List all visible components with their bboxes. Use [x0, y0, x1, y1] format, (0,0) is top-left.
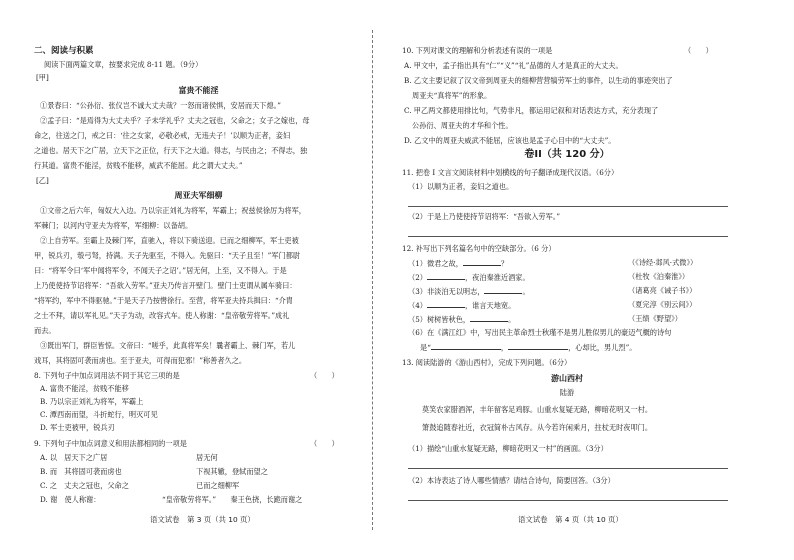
- part-2-title: 卷II（共 120 分）: [524, 149, 610, 160]
- question-9-option-d-compare: “皇帝敬劳将军。” 秦王色挠，长跪而谢之: [162, 495, 303, 504]
- question-11-sub-1: （1）以顺为正者，妾妇之道也。: [408, 182, 514, 191]
- question-12-row-5: [408, 314, 515, 325]
- question-11-sub-2: （2）于是上乃使使持节诏将军：“吾欲入劳军。”: [408, 212, 561, 221]
- answer-line[interactable]: [408, 500, 728, 501]
- question-10-option[interactable]: B. 乙文主要记叙了汉文帝到周亚夫的细柳营营犒劳军士的事件，以生动的事迹突出了: [404, 76, 673, 85]
- exam-page-left: [0, 0, 396, 560]
- fill-blank[interactable]: [508, 342, 568, 350]
- passage-jia-line: ①景春曰：“公孙衍、张仪岂不诚大丈夫哉？一怒而诸侯惧，安居而天下熄。”: [40, 101, 281, 110]
- page-footer: 语文试卷 第 3 页（共 10 页）: [150, 515, 255, 524]
- question-8-option[interactable]: B. 乃以宗正刘礼为将军，军霸上: [40, 397, 144, 406]
- question-9-option-d[interactable]: D. 谢 使人称谢：: [40, 495, 101, 504]
- question-12-text: （4）: [408, 301, 427, 310]
- question-8-option[interactable]: A. 富贵不能淫，贫贱不能移: [40, 384, 129, 393]
- passage-yi-line: 曰：“将军令曰‘军中闻将军令，不闻天子之诏’。”居无何，上至，又不得入。于是: [34, 266, 287, 275]
- question-12-text: ，谁言天地宽。: [464, 301, 516, 310]
- question-12-sub-6-line-2: [420, 342, 636, 353]
- question-8-option[interactable]: D. 军士吏被甲，锐兵刃: [40, 423, 115, 432]
- question-10-option-cont: 公孙衍、周亚夫的才华和个性。: [412, 121, 513, 130]
- passage-yi-line: 甲，锐兵刃，彀弓弩，持满。天子先驱至，不得入。先驱曰：“天子且至！”军门都尉: [34, 251, 301, 260]
- fill-blank[interactable]: [431, 342, 501, 350]
- question-12-text: 。: [522, 287, 530, 296]
- question-9-answer-blank[interactable]: （ ）: [310, 439, 339, 448]
- question-12-source: （夏完淳《别云间》）: [628, 300, 697, 309]
- passage-yi-line: “将军约，军中不得驱驰。”于是天子乃按辔徐行。至营，将军亚夫持兵揖曰：“介胄: [34, 296, 293, 305]
- question-12-source: （杜牧《泊秦淮》）: [628, 272, 690, 281]
- passage-jia-line: 之道也。居天下之广居，立天下之正位，行天下之大道。得志，与民由之；不得志，独: [34, 146, 308, 155]
- reading-instruction: 阅读下面两篇文章，按要求完成 8-11 题。（9分）: [44, 60, 203, 69]
- question-9-option-c-compare: 已而之细柳军: [196, 481, 240, 490]
- question-12-row-2: [408, 272, 530, 283]
- fill-blank[interactable]: [427, 272, 465, 280]
- section-title: 二、阅读与积累: [34, 46, 94, 56]
- question-13-sub-1: （1）描绘“山重水复疑无路，柳暗花明又一村”的画面。（3分）: [408, 444, 608, 453]
- fill-blank[interactable]: [470, 314, 508, 322]
- passage-yi-tag: [乙]: [36, 176, 49, 185]
- question-13-sub-2: （2）本诗表达了诗人哪些情感？请结合诗句，简要回答。（3分）: [408, 476, 615, 485]
- question-10-option[interactable]: C. 甲乙两文都使用排比句，气势非凡，都运用记叙和对话表达方式，充分表现了: [404, 106, 659, 115]
- question-9-option-b[interactable]: B. 而 其将固可袭而虏也: [40, 467, 122, 476]
- fill-blank[interactable]: [427, 300, 465, 308]
- passage-yi-line: ①文帝之后六年，匈奴大入边。乃以宗正刘礼为将军，军霸上；祝兹侯徐厉为将军，: [40, 206, 306, 215]
- question-12-text: （2）: [408, 273, 427, 282]
- question-12-row-3: [408, 286, 530, 297]
- answer-line[interactable]: [408, 236, 728, 237]
- question-12-text: （3）非淡泊无以明志，: [408, 287, 485, 296]
- question-8-option[interactable]: C. 潭西南而望，斗折蛇行，明灭可见: [40, 410, 158, 419]
- fill-blank[interactable]: [484, 286, 522, 294]
- question-9-stem: 9. 下列句子中加点词意义和用法都相同的一项是: [34, 439, 187, 448]
- poem-author: 陆游: [559, 388, 575, 397]
- question-8-stem: 8. 下列句子中加点词用法不同于其它三项的是: [34, 371, 180, 380]
- question-12-sub-6: （6）在《满江红》中，写出民主革命烈士秋瑾不是男儿胜似男儿的豪迈气概的诗句: [408, 328, 672, 337]
- question-12-text: （1）微君之故，: [408, 259, 463, 268]
- passage-jia-title: 富贵不能淫: [178, 86, 219, 95]
- question-9-option-a-compare: 居无何: [196, 453, 218, 462]
- passage-yi-line: ③既出军门，群臣皆惊。文帝曰：“嗟乎，此真将军矣！曩者霸上、棘门军，若儿: [40, 341, 296, 350]
- question-8-answer-blank[interactable]: （ ）: [310, 371, 339, 380]
- question-9-option-c[interactable]: C. 之 丈夫之冠也，父命之: [40, 481, 129, 490]
- question-9-option-a[interactable]: A. 以 居天下之广居: [40, 453, 108, 462]
- passage-yi-title: 周亚夫军细柳: [174, 191, 223, 200]
- question-12-text: ？: [500, 259, 509, 268]
- passage-jia-line: 行其道。富贵不能淫，贫贱不能移，威武不能屈。此之谓大丈夫。”: [34, 161, 243, 170]
- answer-line[interactable]: [408, 468, 728, 469]
- question-12-text: （5）树树皆秋色，: [408, 315, 471, 324]
- passage-yi-line: 上乃使使持节诏将军：“吾欲入劳军。”亚夫乃传言开壁门。壁门士吏谓从属车骑曰：: [34, 281, 297, 290]
- question-12-source: （《诗经·邶风·式微》）: [628, 258, 698, 267]
- question-10-option-cont: 周亚夫“真将军”的形象。: [412, 91, 492, 100]
- question-12-source: （诸葛亮《诫子书》）: [628, 286, 697, 295]
- fill-blank[interactable]: [463, 258, 501, 266]
- poem-title: 游山西村: [551, 374, 583, 383]
- question-12-text: ，心却比，男儿烈”。: [568, 343, 637, 352]
- question-10-answer-blank[interactable]: （ ）: [684, 46, 713, 55]
- question-12-source: （王绩《野望》）: [628, 314, 682, 323]
- poem-line: 莫笑农家腊酒浑，丰年留客足鸡豚。山重水复疑无路，柳暗花明又一村。: [422, 405, 653, 414]
- question-12-row-4: [408, 300, 515, 311]
- passage-yi-line: 军棘门；以河内守亚夫为将军，军细柳：以备胡。: [34, 221, 193, 230]
- question-12-text: 是“: [420, 343, 431, 352]
- question-12-text: ，: [500, 343, 509, 352]
- page-footer: 语文试卷 第 4 页（共 10 页）: [518, 515, 623, 524]
- passage-yi-line: 之士不拜，请以军礼见。”天子为动，改容式车。使人称谢：“皇帝敬劳将军。”成礼: [34, 311, 290, 320]
- question-10-option[interactable]: A. 甲文中，孟子指出具有“仁”“义”“礼”品德的人才是真正的大丈夫。: [404, 61, 623, 70]
- question-12-text: 。: [508, 315, 516, 324]
- question-12-stem: 12. 补写出下列名篇名句中的空缺部分。（6 分）: [402, 244, 556, 253]
- exam-page-right: [398, 0, 794, 560]
- poem-line: 箫鼓追随春社近，衣冠简朴古风存。从今若许闲乘月，拄杖无时夜叩门。: [422, 423, 653, 432]
- question-12-text: ，夜泊秦淮近酒家。: [464, 273, 530, 282]
- passage-yi-line: 戏耳，其将固可袭而虏也。至于亚夫，可得而犯邪！”称善者久之。: [34, 356, 247, 365]
- question-11-stem: 11. 把卷 I 文言文阅读材料中划横线的句子翻译成现代汉语。（6分）: [402, 168, 619, 177]
- passage-jia-tag: [甲]: [36, 73, 49, 82]
- answer-line[interactable]: [408, 206, 728, 207]
- passage-yi-line: ②上自劳军。至霸上及棘门军，直驰入，将以下骑送迎。已而之细柳军，军士吏被: [40, 236, 299, 245]
- passage-jia-line: 命之，往送之门，戒之曰：‘往之女家，必敬必戒，无违夫子！’以顺为正者，妾妇: [34, 131, 291, 140]
- question-9-option-b-compare: 下视其辙，登轼而望之: [196, 467, 268, 476]
- question-10-stem: 10. 下列对课文的理解和分析表述有误的一项是: [402, 46, 553, 55]
- question-10-option[interactable]: D. 乙文中的周亚夫威武不能屈，应该也是孟子心目中的“大丈夫”。: [404, 136, 616, 145]
- question-13-stem: 13. 阅读陆游的《游山西村》，完成下列问题。（6分）: [402, 358, 572, 367]
- passage-yi-line: 而去。: [34, 326, 56, 335]
- question-12-row-1: [408, 258, 508, 269]
- passage-jia-line: ②孟子曰：“是焉得为大丈夫乎？子未学礼乎？丈夫之冠也，父命之；女子之嫁也，母: [40, 116, 310, 125]
